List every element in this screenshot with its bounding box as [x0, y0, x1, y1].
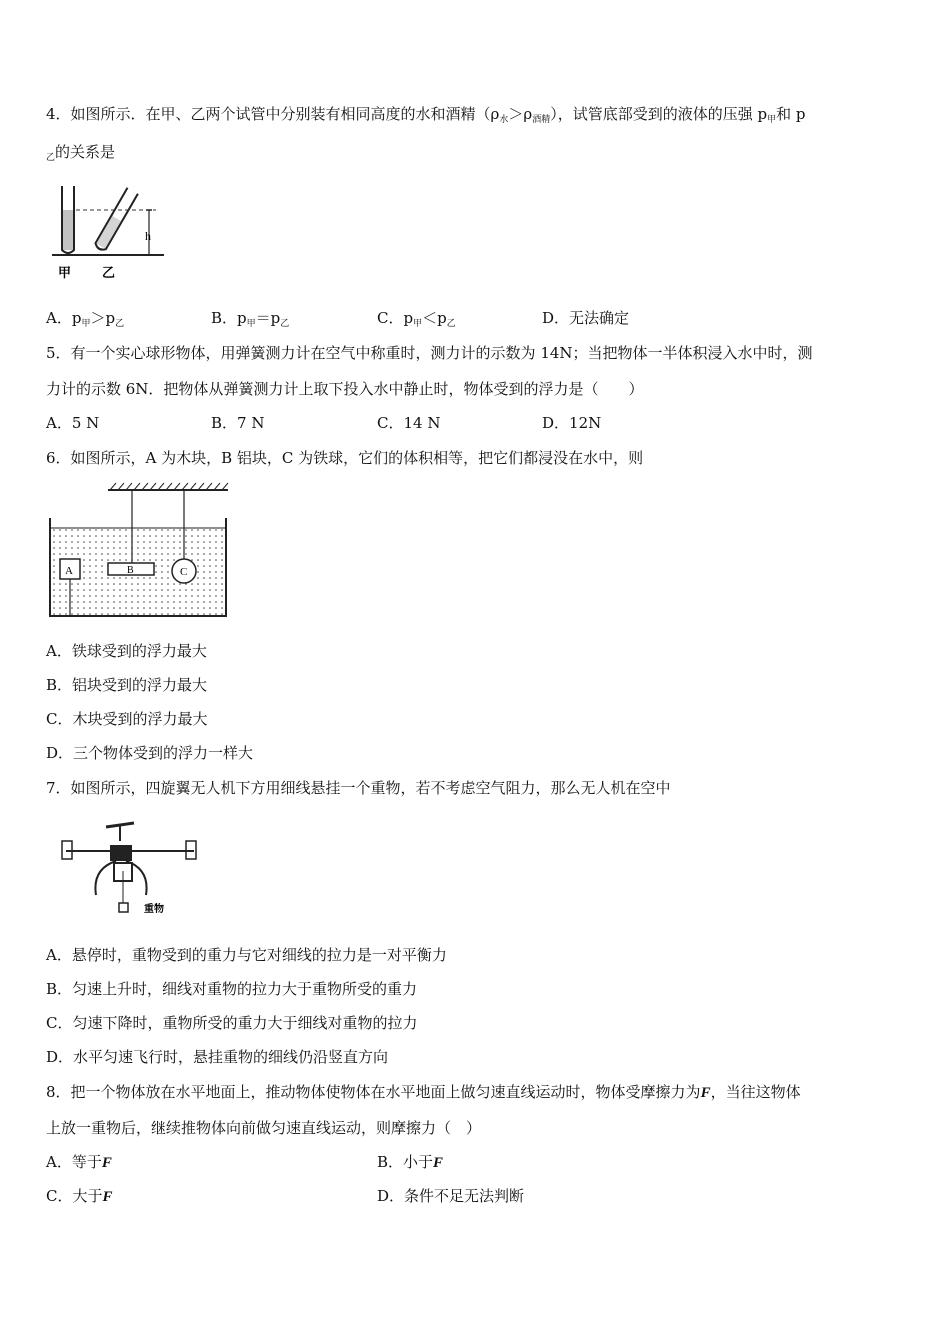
q8-stem-line1	[46, 1081, 801, 1102]
q4-option-b-sub2: 乙	[280, 319, 290, 329]
q4-option-c-rel: ＜p	[422, 309, 447, 327]
q4-text-b: ＞ρ	[508, 105, 533, 123]
fig-label-yi: 乙	[102, 266, 116, 280]
q8-option-a-text: A．等于	[46, 1153, 102, 1171]
q8-option-b-var: F	[433, 1155, 444, 1171]
q4-text-d: 和 p	[776, 105, 806, 123]
fig-label-a: A	[65, 565, 73, 577]
fig-label-jia: 甲	[58, 266, 72, 280]
q4-text-a: 4．如图所示．在甲、乙两个试管中分别装有相同高度的水和酒精（ρ	[46, 105, 500, 123]
fig-label-h: h	[145, 229, 151, 243]
q7-option-a[interactable]: A．悬停时，重物受到的重力与它对细线的拉力是一对平衡力	[46, 946, 447, 964]
rho-water-sub: 水	[499, 115, 509, 125]
q6-option-c[interactable]: C．木块受到的浮力最大	[46, 710, 208, 728]
q4-option-d[interactable]: D．无法确定	[542, 309, 630, 327]
q8-var-f: F	[700, 1085, 711, 1101]
q8-option-d[interactable]: D．条件不足无法判断	[377, 1187, 525, 1205]
q4-test-tubes-figure	[46, 180, 176, 280]
p-yi-sub: 乙	[46, 153, 56, 163]
q4-stem-line2	[46, 141, 115, 163]
q4-option-c[interactable]	[377, 307, 456, 329]
q4-option-c-sub1: 甲	[413, 319, 423, 329]
q6-option-a[interactable]: A．铁球受到的浮力最大	[46, 642, 207, 660]
q8-option-c[interactable]	[46, 1185, 113, 1206]
q4-option-b-prefix: B．p	[211, 309, 247, 327]
q4-option-b[interactable]	[211, 307, 289, 329]
q4-option-c-sub2: 乙	[446, 319, 456, 329]
q7-option-d[interactable]: D．水平匀速飞行时，悬挂重物的细线仍沿竖直方向	[46, 1048, 389, 1066]
q5-option-b[interactable]: B．7 N	[211, 414, 265, 432]
q8-option-a-var: F	[101, 1155, 112, 1171]
q7-stem-line1: 7．如图所示，四旋翼无人机下方用细线悬挂一个重物，若不考虑空气阻力，那么无人机在空中	[46, 779, 671, 797]
q4-option-b-rel: ＝p	[255, 309, 281, 327]
q5-stem-line1: 5．有一个实心球形物体，用弹簧测力计在空气中称重时，测力计的示数为 14N；当把物体一半体积浸入水中时，测	[46, 344, 813, 362]
q4-option-a-rel: ＞p	[90, 309, 116, 327]
fig-label-weight: 重物	[144, 904, 164, 915]
q6-option-d[interactable]: D．三个物体受到的浮力一样大	[46, 744, 254, 762]
q8-option-c-text: C．大于	[46, 1187, 103, 1205]
q4-option-c-prefix: C．p	[377, 309, 414, 327]
q8-option-b-text: B．小于	[377, 1153, 434, 1171]
q6-option-b[interactable]: B．铝块受到的浮力最大	[46, 676, 208, 694]
q5-option-d[interactable]: D．12N	[542, 414, 602, 432]
q5-stem-line2: 力计的示数 6N．把物体从弹簧测力计上取下投入水中静止时，物体受到的浮力是（ ）	[46, 380, 644, 398]
q4-option-a[interactable]	[46, 307, 124, 329]
q4-text-c: ），试管底部受到的液体的压强 p	[550, 105, 768, 123]
q4-option-b-sub1: 甲	[246, 319, 256, 329]
q6-water-tank-figure	[46, 480, 232, 620]
q8-text-b: ，当往这物体	[710, 1083, 801, 1101]
q8-option-b[interactable]	[377, 1151, 443, 1172]
q4-option-a-sub2: 乙	[115, 319, 125, 329]
q7-drone-figure	[56, 815, 206, 920]
q8-option-c-var: F	[102, 1189, 113, 1205]
q5-option-c[interactable]: C．14 N	[377, 414, 441, 432]
q8-text-a: 8．把一个物体放在水平地面上，推动物体使物体在水平地面上做匀速直线运动时，物体受摩擦力为	[46, 1083, 701, 1101]
rho-alcohol-sub: 酒精	[532, 115, 551, 125]
q4-text-e: 的关系是	[55, 143, 116, 161]
p-jia-sub: 甲	[767, 115, 777, 125]
q8-option-a[interactable]	[46, 1151, 112, 1172]
q4-option-a-sub1: 甲	[81, 319, 91, 329]
q5-option-a[interactable]: A．5 N	[46, 414, 100, 432]
q4-option-a-prefix: A．p	[46, 309, 82, 327]
q4-stem-line1	[46, 103, 806, 125]
q8-stem-line2: 上放一重物后，继续推物体向前做匀速直线运动，则摩擦力（ ）	[46, 1119, 482, 1137]
fig-label-b: B	[127, 565, 134, 576]
q7-option-c[interactable]: C．匀速下降时，重物所受的重力大于细线对重物的拉力	[46, 1014, 418, 1032]
fig-label-c: C	[180, 566, 188, 578]
q6-stem-line1: 6．如图所示，A 为木块，B 铝块，C 为铁球，它们的体积相等，把它们都浸没在水中，则	[46, 449, 644, 467]
q7-option-b[interactable]: B．匀速上升时，细线对重物的拉力大于重物所受的重力	[46, 980, 418, 998]
